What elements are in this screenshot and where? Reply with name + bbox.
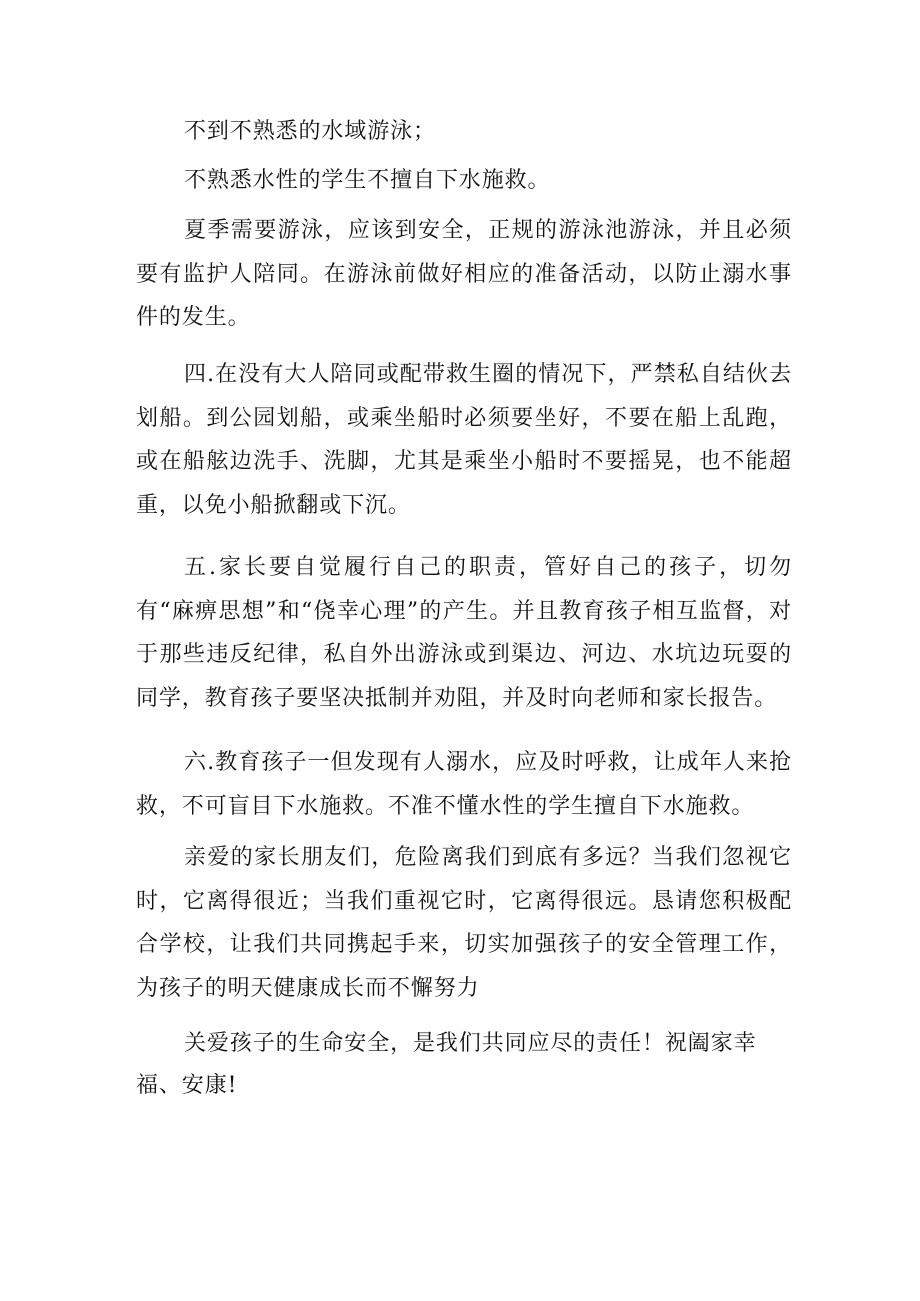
closing-paragraph: 关爱孩子的生命安全，是我们共同应尽的责任！祝阖家幸福、安康!: [136, 1031, 757, 1098]
paragraph-6: 六.教育孩子一但发现有人溺水，应及时呼救，让成年人来抢救，不可盲目下水施救。不准不懂水性的学生擅自下水施救。: [136, 750, 792, 819]
paragraph-1: 不到不熟悉的水域游泳；: [184, 119, 436, 144]
paragraph-3: 夏季需要游泳，应该到安全，正规的游泳池游泳，并且必须要有监护人陪同。在游泳前做好相应的准备活动，以防止溺水事件的发生。: [136, 218, 792, 330]
paragraph-2: 不熟悉水性的学生不擅自下水施救。: [184, 168, 551, 193]
paragraph-7: 亲爱的家长朋友们，危险离我们到底有多远？当我们忽视它时，它离得很近；当我们重视它时，它离得很远。恳请您积极配合学校，让我们共同携起手来，切实加强孩子的安全管理工作，为孩子的明天健康成长而不懈努力: [136, 845, 792, 1001]
paragraph-4: 四.在没有大人陪同或配带救生圈的情况下，严禁私自结伙去划船。到公园划船，或乘坐船时必须要坐好，不要在船上乱跑，或在船舷边洗手、洗脚，尤其是乘坐小船时不要摇晃，也不能超重，以免小船掀翻或下沉。: [136, 362, 792, 518]
paragraph-5: 五.家长要自觉履行自己的职责，管好自己的孩子，切勿有“麻痹思想”和“侥幸心理”的产生。并且教育孩子相互监督，对于那些违反纪律，私自外出游泳或到渠边、河边、水坑边玩耍的同学，教育孩子要坚决抵制并劝阻，并及时向老师和家长报告。: [136, 555, 792, 711]
